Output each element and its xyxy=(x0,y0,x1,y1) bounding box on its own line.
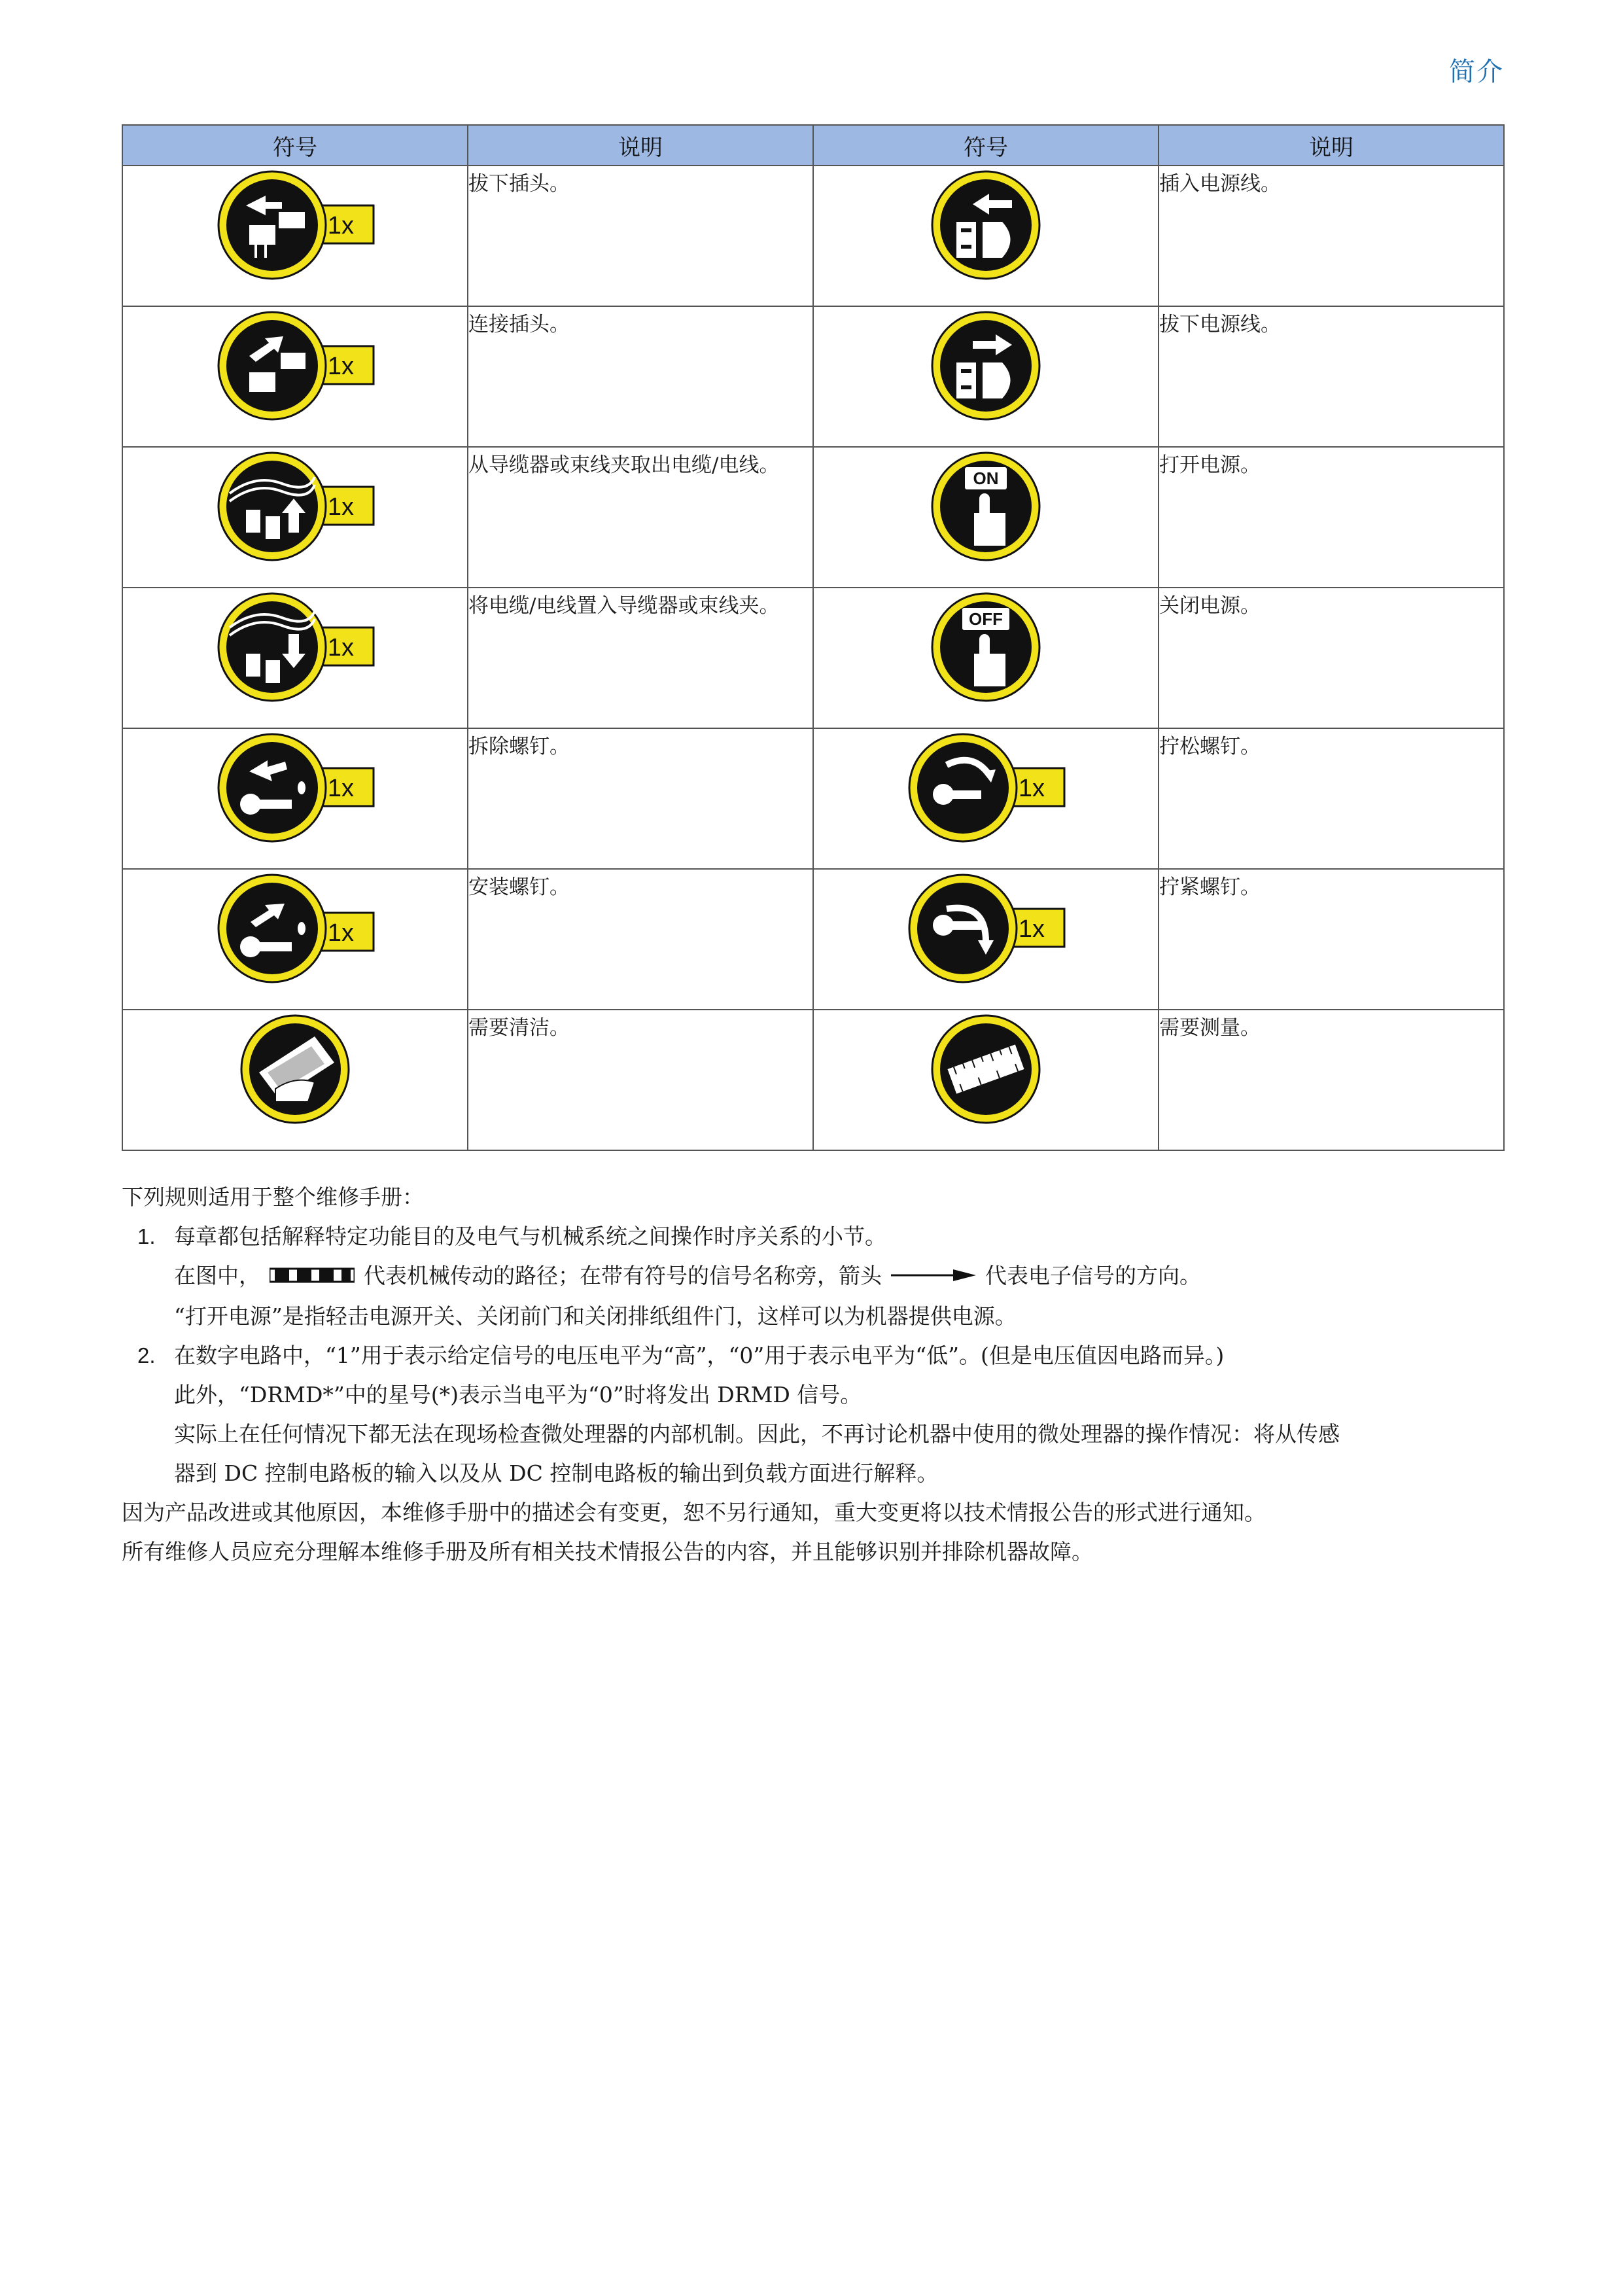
on-label: ON xyxy=(973,468,999,488)
badge-1x: 1x xyxy=(327,634,355,662)
description-cell: 拧紧螺钉。 xyxy=(1159,869,1504,1010)
notice-paragraph: 所有维修人员应充分理解本维修手册及所有相关技术情报公告的内容，并且能够识别并排除机器故障。 xyxy=(122,1539,1093,1564)
rule-text: 代表电子信号的方向。 xyxy=(985,1263,1201,1288)
badge-1x: 1x xyxy=(1018,775,1045,802)
rules-section xyxy=(122,1178,1522,1572)
rule-text: 在图中， xyxy=(174,1263,260,1288)
plug-in-power-cord-icon xyxy=(927,166,1045,284)
header-description-2: 说明 xyxy=(1159,125,1504,166)
rules-intro: 下列规则适用于整个维修手册： xyxy=(122,1184,424,1210)
tighten-screw-icon xyxy=(901,870,1071,987)
symbol-cell xyxy=(122,1010,468,1150)
off-label: OFF xyxy=(969,609,1003,629)
table-header-row xyxy=(122,125,1504,166)
cleaning-icon xyxy=(236,1010,354,1128)
description-cell: 需要测量。 xyxy=(1159,1010,1504,1150)
rule-item-1 xyxy=(122,1217,1522,1256)
power-off-icon xyxy=(927,588,1045,706)
description-cell: 拆除螺钉。 xyxy=(468,728,813,869)
power-on-icon xyxy=(927,448,1045,565)
rule-item-2-line4: 器到 DC 控制电路板的输入以及从 DC 控制电路板的输出到负载方面进行解释。 xyxy=(174,1460,939,1486)
rule-text: 在数字电路中，“1”用于表示给定信号的电压电平为“高”，“0”用于表示电平为“低”。(但是电压值因电路而异。) xyxy=(174,1343,1225,1368)
remove-screw-icon xyxy=(210,729,380,847)
rule-item-1-line2 xyxy=(122,1256,1522,1297)
description-cell: 连接插头。 xyxy=(468,306,813,447)
page-section-title: 简介 xyxy=(1449,57,1504,87)
description-cell: 插入电源线。 xyxy=(1159,166,1504,306)
header-symbol-1: 符号 xyxy=(122,125,468,166)
badge-1x: 1x xyxy=(327,212,355,239)
table-row xyxy=(122,869,1504,1010)
table-row xyxy=(122,447,1504,588)
badge-1x: 1x xyxy=(327,493,355,521)
description-cell: 拔下电源线。 xyxy=(1159,306,1504,447)
badge-1x: 1x xyxy=(1018,915,1045,943)
table-row xyxy=(122,306,1504,447)
connect-connector-icon xyxy=(210,307,380,425)
symbol-cell xyxy=(813,306,1159,447)
description-cell: 打开电源。 xyxy=(1159,447,1504,588)
rule-number: 2. xyxy=(137,1343,156,1368)
symbol-cell xyxy=(122,588,468,728)
rule-text: 代表机械传动的路径；在带有符号的信号名称旁，箭头 xyxy=(364,1263,882,1288)
table-row xyxy=(122,1010,1504,1150)
measurement-icon xyxy=(927,1010,1045,1128)
notice-paragraph: 因为产品改进或其他原因，本维修手册中的描述会有变更，恕不另行通知，重大变更将以技术情报公告的形式进行通知。 xyxy=(122,1500,1266,1525)
symbol-cell xyxy=(122,166,468,306)
rule-number: 1. xyxy=(137,1224,156,1248)
rule-text: 每章都包括解释特定功能目的及电气与机械系统之间操作时序关系的小节。 xyxy=(174,1224,886,1249)
insert-cable-icon xyxy=(210,588,380,706)
description-cell: 需要清洁。 xyxy=(468,1010,813,1150)
mechanical-path-icon xyxy=(270,1258,355,1297)
symbol-cell xyxy=(122,306,468,447)
symbol-cell xyxy=(813,1010,1159,1150)
rule-item-2-line2: 此外，“DRMD*”中的星号(*)表示当电平为“0”时将发出 DRMD 信号。 xyxy=(174,1382,862,1407)
signal-arrow-icon xyxy=(891,1258,976,1297)
rule-item-2-line3: 实际上在任何情况下都无法在现场检查微处理器的内部机制。因此，不再讨论机器中使用的微处理器的操作情况：将从传感 xyxy=(174,1421,1340,1447)
unplug-connector-icon xyxy=(210,166,380,284)
install-screw-icon xyxy=(210,870,380,987)
description-cell: 拧松螺钉。 xyxy=(1159,728,1504,869)
symbol-cell xyxy=(813,728,1159,869)
description-cell: 关闭电源。 xyxy=(1159,588,1504,728)
description-cell: 将电缆/电线置入导缆器或束线夹。 xyxy=(468,588,813,728)
symbol-cell xyxy=(122,728,468,869)
badge-1x: 1x xyxy=(327,919,355,947)
badge-1x: 1x xyxy=(327,775,355,802)
description-cell: 拔下插头。 xyxy=(468,166,813,306)
symbol-cell xyxy=(122,869,468,1010)
symbol-cell xyxy=(813,588,1159,728)
rule-item-2 xyxy=(122,1336,1522,1375)
header-symbol-2: 符号 xyxy=(813,125,1159,166)
unplug-power-cord-icon xyxy=(927,307,1045,425)
table-row xyxy=(122,728,1504,869)
symbol-table xyxy=(122,124,1505,1151)
symbol-cell xyxy=(813,166,1159,306)
loosen-screw-icon xyxy=(901,729,1071,847)
symbol-cell xyxy=(122,447,468,588)
symbol-cell xyxy=(813,869,1159,1010)
table-row xyxy=(122,166,1504,306)
description-cell: 从导缆器或束线夹取出电缆/电线。 xyxy=(468,447,813,588)
badge-1x: 1x xyxy=(327,353,355,380)
header-description-1: 说明 xyxy=(468,125,813,166)
rule-item-1-line3: “打开电源”是指轻击电源开关、关闭前门和关闭排纸组件门，这样可以为机器提供电源。 xyxy=(174,1303,1017,1329)
remove-cable-icon xyxy=(210,448,380,565)
symbol-cell xyxy=(813,447,1159,588)
description-cell: 安装螺钉。 xyxy=(468,869,813,1010)
table-row xyxy=(122,588,1504,728)
